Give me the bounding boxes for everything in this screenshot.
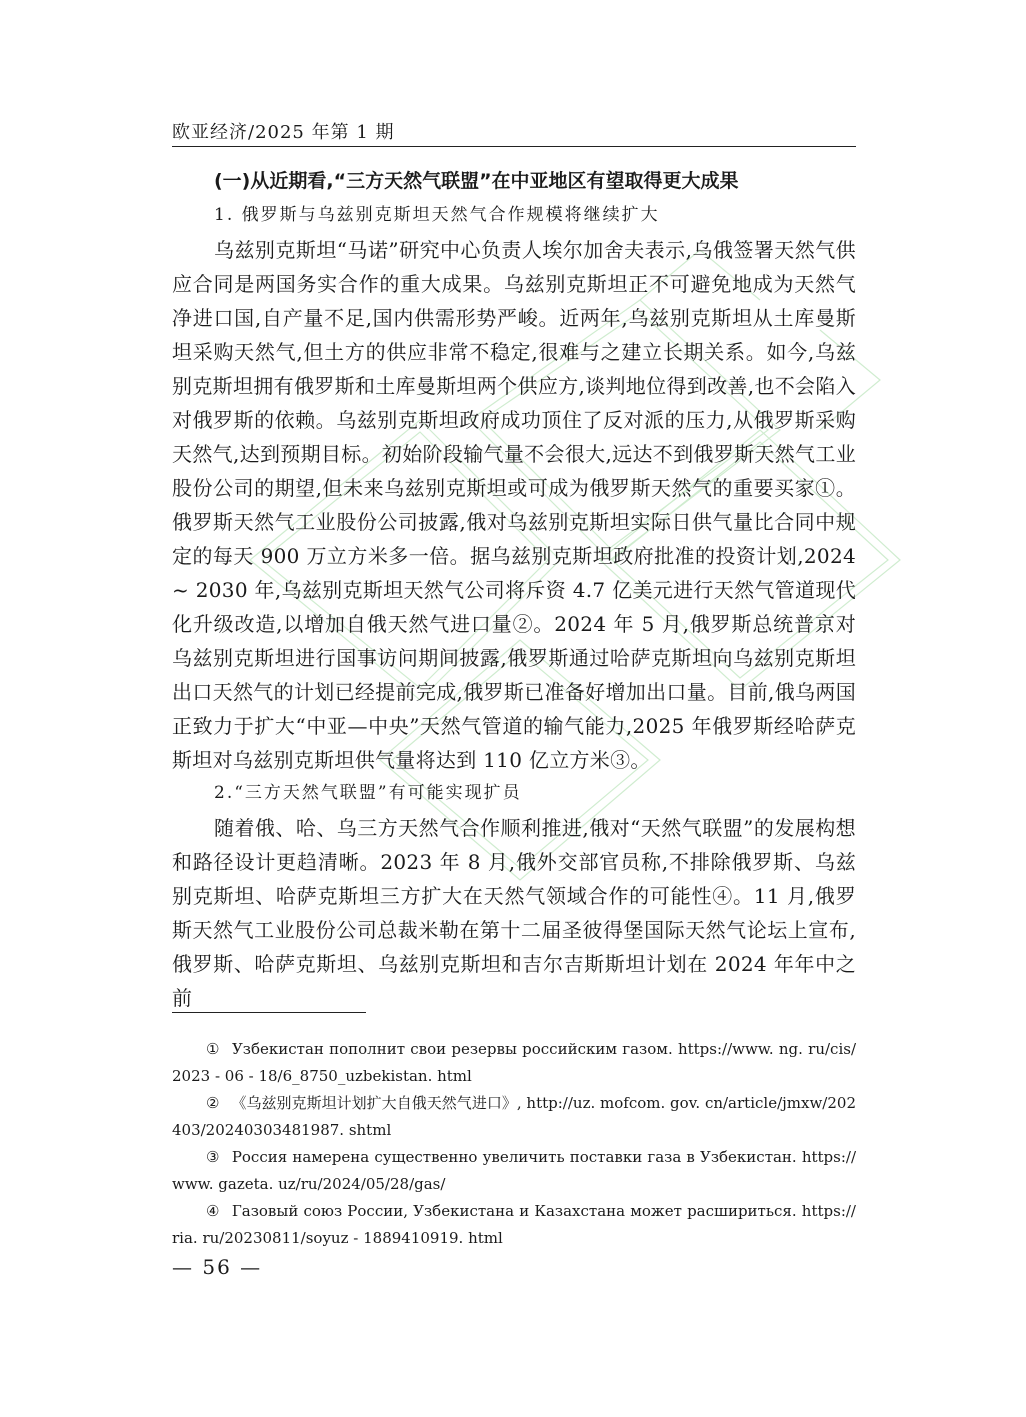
- footnote-2: [172, 1090, 856, 1144]
- footnote-text: 《乌兹别克斯坦计划扩大自俄天然气进口》, http://uz. mofcom. gov. cn/article/jmxw/202403/20240303481987. shtml: [172, 1094, 856, 1139]
- paragraph-2: 随着俄、哈、乌三方天然气合作顺利推进,俄对“天然气联盟”的发展构想和路径设计更趋清晰。2023 年 8 月,俄外交部官员称,不排除俄罗斯、乌兹别克斯坦、哈萨克斯坦三方扩大在天然气领域合作的可能性④。11 月,俄罗斯天然气工业股份公司总裁米勒在第十二届圣彼得堡国际天然气论坛上宣布,俄罗斯、哈萨克斯坦、乌兹别克斯坦和吉尔吉斯斯坦计划在 2024 年年中之前: [172, 816, 856, 1010]
- footnote-text: Газовый союз России, Узбекистана и Казахстана может расшириться. https://ria. ru/20230811/soyuz - 1889410919. html: [172, 1202, 856, 1247]
- footnote-mark: ④: [206, 1202, 220, 1220]
- section-title: (一)从近期看,“三方天然气联盟”在中亚地区有望取得更大成果: [214, 170, 739, 192]
- article-body: [172, 165, 856, 1015]
- footnote-mark: ③: [206, 1148, 220, 1166]
- footnote-mark: ②: [206, 1094, 220, 1112]
- footnote-mark: ①: [206, 1040, 220, 1058]
- footnote-text: Узбекистан пополнит свои резервы российским газом. https://www. ng. ru/cis/2023 - 06 - 18/6_8750_uzbekistan. html: [172, 1040, 857, 1085]
- running-header: 欧亚经济/2025 年第 1 期: [172, 122, 395, 143]
- footnote-rule: [172, 1012, 366, 1013]
- subsection-title-2: 2.“三方天然气联盟”有可能实现扩员: [214, 783, 522, 803]
- page-number: — 56 —: [172, 1255, 263, 1279]
- paragraph-1: 乌兹别克斯坦“马诺”研究中心负责人埃尔加舍夫表示,乌俄签署天然气供应合同是两国务实合作的重大成果。乌兹别克斯坦正不可避免地成为天然气净进口国,自产量不足,国内供需形势严峻。近两年,乌兹别克斯坦从土库曼斯坦采购天然气,但土方的供应非常不稳定,很难与之建立长期关系。如今,乌兹别克斯坦拥有俄罗斯和土库曼斯坦两个供应方,谈判地位得到改善,也不会陷入对俄罗斯的依赖。乌兹别克斯坦政府成功顶住了反对派的压力,从俄罗斯采购天然气,达到预期目标。初始阶段输气量不会很大,远达不到俄罗斯天然气工业股份公司的期望,但未来乌兹别克斯坦或可成为俄罗斯天然气的重要买家①。俄罗斯天然气工业股份公司披露,俄对乌兹别克斯坦实际日供气量比合同中规定的每天 900 万立方米多一倍。据乌兹别克斯坦政府批准的投资计划,2024 ~ 2030 年,乌兹别克斯坦天然气公司将斥资 4.7 亿美元进行天然气管道现代化升级改造,以增加自俄天然气进口量②。2024 年 5 月,俄罗斯总统普京对乌兹别克斯坦进行国事访问期间披露,俄罗斯通过哈萨克斯坦向乌兹别克斯坦出口天然气的计划已经提前完成,俄罗斯已准备好增加出口量。目前,俄乌两国正致力于扩大“中亚—中央”天然气管道的输气能力,2025 年俄罗斯经哈萨克斯坦对乌兹别克斯坦供气量将达到 110 亿立方米③。: [172, 238, 856, 772]
- footnotes: [172, 1036, 856, 1252]
- footnote-1: [172, 1036, 856, 1090]
- header-rule: [172, 146, 856, 147]
- footnote-text: Россия намерена существенно увеличить поставки газа в Узбекистан. https://www. gazeta. uz/ru/2024/05/28/gas/: [172, 1148, 857, 1193]
- footnote-4: [172, 1198, 856, 1252]
- footnote-3: [172, 1144, 856, 1198]
- subsection-title-1: 1. 俄罗斯与乌兹别克斯坦天然气合作规模将继续扩大: [214, 205, 660, 225]
